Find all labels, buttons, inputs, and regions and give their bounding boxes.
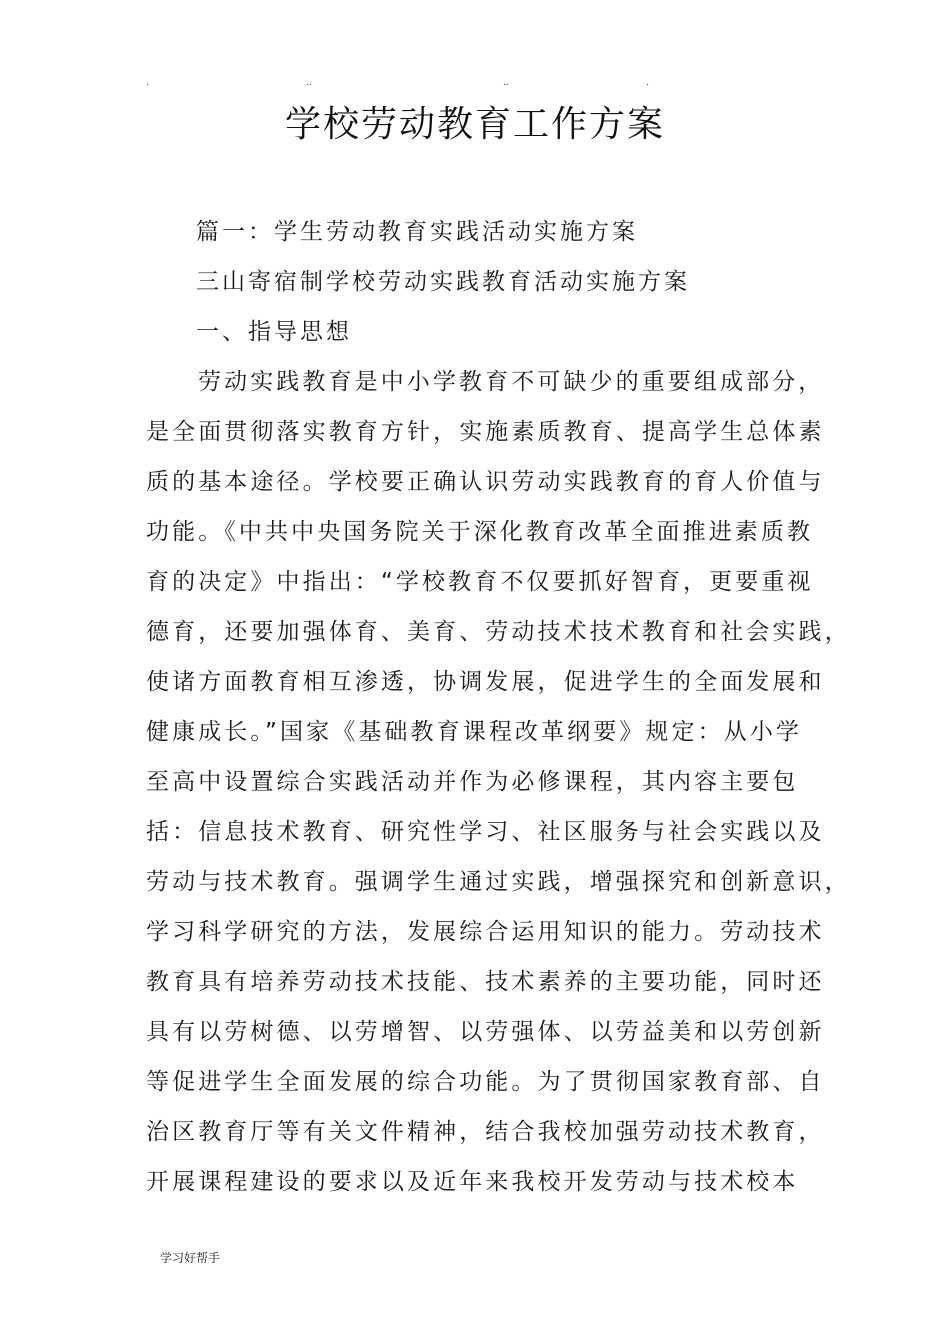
paragraph-line: 功能。《中共中央国务院关于深化教育改革全面推进素质教 — [146, 519, 814, 545]
document-title: 学校劳动教育工作方案 — [284, 104, 665, 145]
paragraph-line: 具有以劳树德、以劳增智、以劳强体、以劳益美和以劳创新 — [146, 1019, 825, 1045]
paragraph-line: 劳动与技术教育。强调学生通过实践，增强探究和创新意识， — [146, 869, 851, 895]
paragraph-line: 学习科学研究的方法，发展综合运用知识的能力。劳动技术 — [146, 919, 825, 945]
paragraph-line: 治区教育厅等有关文件精神，结合我校加强劳动技术教育， — [146, 1119, 825, 1145]
header-mark: . — [146, 78, 149, 88]
paragraph-line: 育的决定》中指出：“学校教育不仅要抓好智育，更要重视 — [146, 569, 814, 595]
header-marks — [0, 78, 950, 88]
paragraph-line: 质的基本途径。学校要正确认识劳动实践教育的育人价值与 — [146, 469, 825, 495]
paragraph-line: 使诸方面教育相互渗透，协调发展，促进学生的全面发展和 — [146, 669, 825, 695]
header-mark: .. — [306, 78, 312, 88]
paragraph-line: 至高中设置综合实践活动并作为必修课程，其内容主要包 — [146, 769, 799, 795]
paragraph-line: 等促进学生全面发展的综合功能。为了贯彻国家教育部、自 — [146, 1069, 825, 1095]
body-paragraph — [146, 362, 851, 1212]
paragraph-line: 是全面贯彻落实教育方针，实施素质教育、提高学生总体素 — [146, 419, 825, 445]
plan-subtitle: 三山寄宿制学校劳动实践教育活动实施方案 — [196, 269, 690, 295]
header-mark: .. — [503, 78, 509, 88]
section-heading: 一、指导思想 — [196, 319, 352, 345]
paragraph-line: 德育，还要加强体育、美育、劳动技术技术教育和社会实践， — [146, 619, 851, 645]
part-heading: 篇一：学生劳动教育实践活动实施方案 — [196, 219, 638, 245]
paragraph-line: 开展课程建设的要求以及近年来我校开发劳动与技术校本 — [146, 1169, 799, 1195]
paragraph-line: 健康成长。”国家《基础教育课程改革纲要》规定：从小学 — [146, 719, 803, 745]
paragraph-line: 教育具有培养劳动技术技能、技术素养的主要功能，同时还 — [146, 969, 825, 995]
header-mark: . — [646, 78, 649, 88]
paragraph-line: 劳动实践教育是中小学教育不可缺少的重要组成部分， — [198, 369, 825, 395]
page-footer: 学习好帮手 — [160, 1251, 221, 1265]
paragraph-line: 括：信息技术教育、研究性学习、社区服务与社会实践以及 — [146, 819, 825, 845]
